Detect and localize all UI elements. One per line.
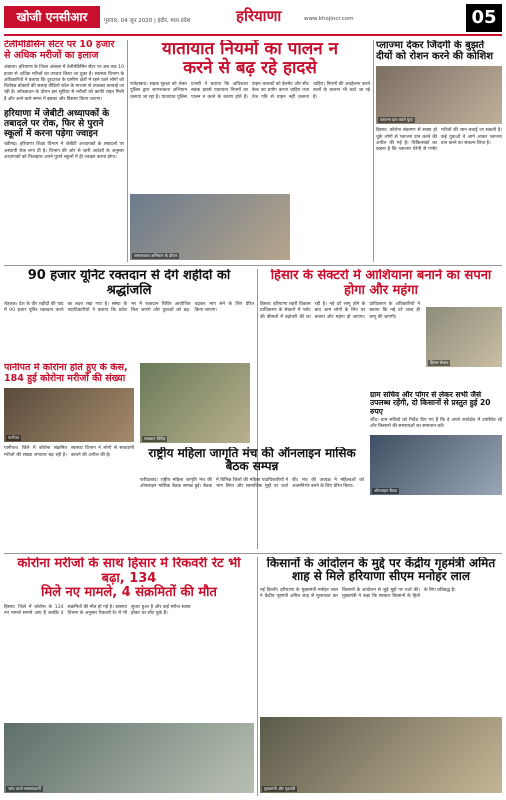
body: जींद। ग्राम सचिवों को निर्देश दिए गए हैं कि वे अपने कार्यक्षेत्र में उपस्थित रहें और किसानों की समस्याओं का समाधान करें। — [370, 418, 502, 430]
headline-line-2: मिले नए मामले, 4 संक्रमितों की मौत — [41, 585, 217, 601]
main-photo — [130, 194, 290, 260]
body: फतेहाबाद। सड़क सुरक्षा को लेकर पुलिस द्वारा जागरूकता अभियान चलाया जा रहा है। यातायात पुलिस प्रभारी ने बताया कि अधिकांश सड़क हादसे यातायात नियमों का पालन न करने के कारण होते हैं। वाहन चालकों को हेलमेट और सीट बेल्ट का प्रयोग करना चाहिए तथा तेज गति से वाहन नहीं चलाना चाहिए। नियमों की अवहेलना करने वालों के चालान भी काटे जा रहे हैं। — [130, 82, 370, 100]
photo-caption: रक्तदान शिविर — [144, 436, 166, 441]
headline: पानीपत में कोरोना होते हुए के केस, 184 हुई कोरोना मरीजों की संख्या — [4, 363, 128, 384]
body: हिसार। जिले में कोरोना के 134 नए मामले सामने आए हैं जबकि 4 संक्रमितों की मौत हो गई है। स्वास्थ्य विभाग के अनुसार रिकवरी रेट में भी सुधार हुआ है और कई मरीज स्वस्थ होकर घर लौट चुके हैं। — [4, 604, 191, 616]
headline-line-1: यातायात नियमों का पालन न — [161, 40, 339, 59]
headline: प्लाज्मा देकर जिंदगी के बुझते दीयों को रोशन करने की कोशिश — [376, 40, 494, 63]
masthead — [4, 4, 502, 34]
body: फरीदाबाद। राष्ट्रीय महिला जागृति मंच की ऑनलाइन मासिक बैठक सम्पन्न हुई। बैठक में विभिन्न जिलों की महिला पदाधिकारियों ने भाग लिया और सामाजिक मुद्दों पर चर्चा की। मंच की अध्यक्ष ने महिलाओं को आत्मनिर्भर बनने के लिए प्रेरित किया। — [140, 477, 364, 490]
corona-photo — [4, 723, 254, 793]
mahila-photo — [370, 435, 502, 495]
brand-logo: खोजी एनसीआर — [4, 6, 100, 28]
headline-line-1: कोरोना मरीजों के साथ हिसार में रिकवरी रेट भी बढ़ा, 134 — [17, 557, 241, 586]
headline: राष्ट्रीय महिला जागृति मंच की ऑनलाइन मासिक बैठक सम्पन्न — [148, 447, 356, 474]
photo-caption: जागरूकता अभियान के दौरान — [134, 253, 178, 258]
column-divider — [257, 557, 258, 796]
plasma-photo — [376, 66, 502, 124]
story-corona-hisar — [4, 557, 254, 796]
kisan-photo — [260, 717, 502, 793]
headline: ग्राम सचिव और पोंगर से लेकर सभी जैसे उपलब्ध रहेंगी, दो किसानों से प्रस्तुत हुई 20 रुपए — [370, 391, 491, 416]
subbody: चंडीगढ़। हरियाणा शिक्षा विभाग ने जेबीटी अध्यापकों के तबादलों पर अस्थायी रोक लगा दी है। विभाग की ओर से जारी आदेशों के अनुसार अध्यापकों को फिलहाल अपने पुराने स्कूलों में ही ज्वाइन करना होगा। — [4, 142, 124, 160]
story-gram-sachiv — [370, 391, 502, 431]
body: हिसार। कोरोना संक्रमण से स्वस्थ हो चुके लोगों से प्लाज्मा दान करने की अपील की गई है। चिकित्सकों का कहना है कि प्लाज्मा थेरेपी से गंभीर मरीजों की जान बचाई जा सकती है। कई युवाओं ने आगे आकर प्लाज्मा दान करने का संकल्प लिया है। — [376, 128, 502, 153]
masthead-rule — [4, 34, 502, 36]
body: पानीपत। जिले में कोरोना संक्रमित मरीजों की संख्या लगातार बढ़ रही है। स्वास्थ्य विभाग ने लोगों से सावधानी बरतने की अपील की है। — [4, 446, 134, 458]
body: अंबाला। हरियाणा के जिला अंबाला में टेलीमेडिसिन सेंटर पर अब तक 10 हजार से अधिक मरीजों का उपचार किया जा चुका है। स्वास्थ्य विभाग के अधिकारियों ने बताया कि दूरदराज के ग्रामीण क्षेत्रों में रहने वाले लोगों को विशेषज्ञ डॉक्टरों की सलाह वीडियो कॉल के माध्यम से उपलब्ध करवाई जा रही है। लॉकडाउन के दौरान इस सुविधा से मरीजों को काफी राहत मिली है और आने वाले समय में इसका और विस्तार किया जाएगा। — [4, 65, 124, 102]
hisar-sectors-photo — [426, 307, 502, 367]
body: नई दिल्ली। हरियाणा के मुख्यमंत्री मनोहर लाल ने केंद्रीय गृहमंत्री अमित शाह से मुलाकात कर किसानों के आंदोलन से जुड़े मुद्दों पर चर्चा की। मुख्यमंत्री ने कहा कि सरकार किसानों के हितों के लिए प्रतिबद्ध है। — [260, 587, 456, 600]
headline: किसानों के आंदोलन के मुद्दे पर केंद्रीय गृहमंत्री अमित शाह से मिले हरियाणा सीएम मनोहर लाल — [266, 557, 496, 584]
site-url: www.khojincr.com — [304, 16, 354, 22]
story-hisar-sectors — [260, 269, 502, 387]
headline: टेलीमेडिसिन सेंटर पर 10 हजार से अधिक मरीजों का इलाज — [4, 40, 115, 61]
photo-caption: मुख्यमंत्री और गृहमंत्री — [264, 786, 295, 791]
column-divider — [127, 40, 128, 262]
story-mahila — [140, 447, 364, 549]
panipat-photo — [4, 388, 134, 442]
section-title: हरियाणा — [236, 7, 282, 25]
dateline: गुरुवार, 04 जून 2020 | इंदौर, मध्य प्रदेश — [104, 18, 191, 24]
story-tribute — [4, 269, 254, 359]
story-kisan — [260, 557, 502, 796]
page-number: 05 — [466, 4, 502, 32]
story-plasma — [376, 40, 502, 262]
photo-caption: पानीपत — [8, 435, 20, 441]
section-divider — [4, 553, 502, 554]
photo-caption: हिसार सेक्टर — [430, 360, 449, 365]
story-telemedicine — [4, 40, 124, 262]
photo-caption: ऑनलाइन बैठक — [374, 488, 398, 493]
subheadline: हरियाणा में जेबीटी अध्यापकों के तबादले पर रोक, फिर से पुराने स्कूलों में करना पड़ेगा ज्वाइन — [4, 109, 110, 140]
body: रोहतक। देश के वीर शहीदों की याद में 90 हजार यूनिट रक्तदान करने का लक्ष्य रखा गया है। संस्था के पदाधिकारियों ने बताया कि प्रदेश भर में रक्तदान शिविर आयोजित किए जाएंगे और युवाओं को बढ़-चढ़कर भाग लेने के लिए प्रेरित किया जाएगा। — [4, 302, 254, 314]
body: हिसार। हरियाणा शहरी विकास प्राधिकरण के सेक्टरों में प्लॉट की कीमतों में बढ़ोतरी की जा रही है। नई दरें लागू होने के बाद आम लोगों के लिए घर बनाना और महंगा हो जाएगा। प्राधिकरण के अधिकारियों ने बताया कि नई दरें जल्द ही लागू की जाएंगी। — [260, 302, 420, 320]
photo-caption: प्लाज्मा दान करते युवा — [380, 117, 413, 123]
photo-caption: जांच करते स्वास्थ्यकर्मी — [8, 786, 41, 791]
story-main — [130, 40, 370, 262]
column-divider — [373, 40, 374, 262]
headline: हिसार के सेक्टरों में आशियाना बनाने का सपना होगा और महंगा — [270, 269, 492, 298]
tribute-photo — [140, 363, 250, 443]
headline: 90 हजार यूनिट रक्तदान से देंगे शहीदों को श्रद्धांजलि — [27, 269, 231, 298]
section-divider — [4, 265, 502, 266]
story-panipat — [4, 363, 134, 549]
headline-line-2: करने से बढ़ रहे हादसे — [183, 58, 317, 79]
